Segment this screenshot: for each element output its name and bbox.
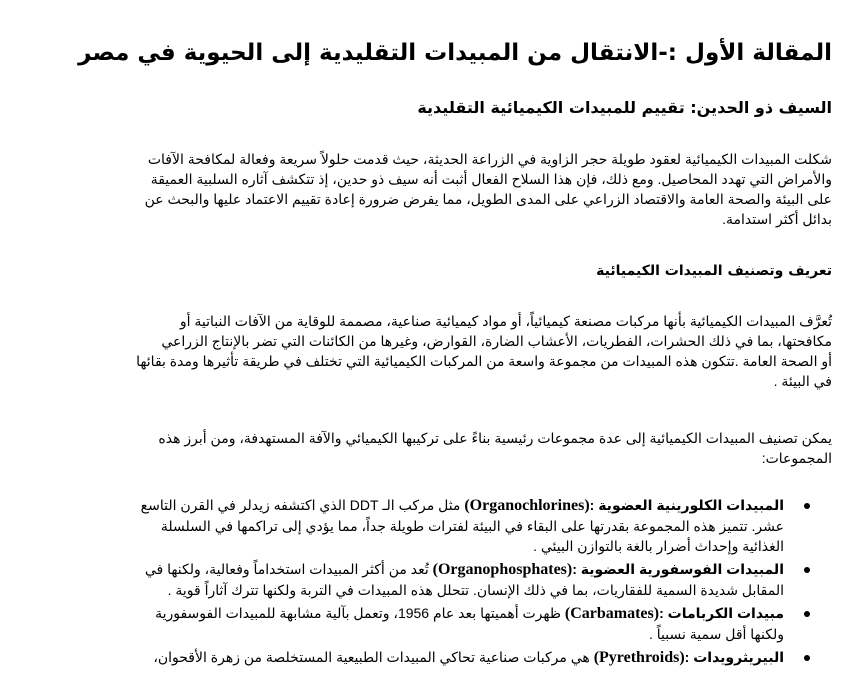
group-description: هي مركبات صناعية تحاكي المبيدات الطبيعية المستخلصة من زهرة الأقحوان، <box>153 649 594 665</box>
text-line: والأمراض التي تهدد المحاصيل. ومع ذلك، فإن هذا السلاح الفعال أثبت أنه سيف ذو حدين، إذ تتكشف آثاره السلبية العميقة <box>150 171 832 187</box>
text-line: أو الصحة العامة .تتكون هذه المبيدات من مجموعة واسعة من المركبات الكيميائية التي تختلف في طريقة تأثيرها ومدة بقائها <box>136 353 832 369</box>
list-item-organochlorines <box>22 495 832 556</box>
text-line: ولكنها أقل سمية نسبياً . <box>649 626 784 642</box>
definition-paragraph <box>32 311 832 391</box>
group-term-ar: المبيدات الفوسفورية العضوية : <box>572 561 784 577</box>
pesticide-groups-list <box>22 495 832 668</box>
bullet-icon <box>804 503 810 509</box>
item-first-line <box>22 495 784 516</box>
item-first-line <box>22 647 784 668</box>
list-item-pyrethroids <box>22 647 832 668</box>
text-line: في البيئة . <box>773 373 832 389</box>
text-line: شكلت المبيدات الكيميائية لعقود طويلة حجر الزاوية في الزراعة الحديثة، حيث قدمت حلولاً سريعة وفعالة لمكافحة الآفات <box>147 151 832 167</box>
text-line: المقابل شديدة السمية للفقاريات، بما في ذلك الإنسان. تتحلل هذه المبيدات في التربة ولكنها تترك آثاراً قوية . <box>167 582 784 598</box>
list-item-organophosphates <box>22 559 832 600</box>
item-first-line <box>22 559 784 580</box>
text-line: بدائل أكثر استدامة. <box>722 211 832 227</box>
group-term-en: (Pyrethroids) <box>593 649 685 666</box>
group-term-en: (Organophosphates) <box>432 561 573 578</box>
group-description: مثل مركب الـ DDT الذي اكتشفه زيدلر في القرن التاسع <box>140 497 465 513</box>
group-term-en: (Organochlorines) <box>464 497 590 514</box>
classification-paragraph <box>32 428 832 468</box>
bullet-icon <box>804 567 810 573</box>
text-line: تُعرَّف المبيدات الكيميائية بأنها مركبات مصنعة كيميائياً، أو مواد كيميائية صناعية، مصممة للوقاية من الآفات النباتية أو <box>179 313 832 329</box>
group-term-ar: مبيدات الكربامات : <box>659 605 784 621</box>
bullet-icon <box>804 655 810 661</box>
text-line: على البيئة والصحة العامة والاقتصاد الزراعي على المدى الطويل، مما يفرض ضرورة إعادة تقييم الاعتماد عليها والبحث عن <box>144 191 832 207</box>
list-item-carbamates <box>22 603 832 644</box>
text-line: عشر. تتميز هذه المجموعة بقدرتها على البقاء في البيئة لفترات طويلة جداً، مما يؤدي إلى تراكمها في السلسلة <box>160 518 784 534</box>
group-term-en: (Carbamates) <box>564 605 660 622</box>
text-line: الغذائية وإحداث أضرار بالغة بالتوازن البيئي . <box>533 538 784 554</box>
text-line: يمكن تصنيف المبيدات الكيميائية إلى عدة مجموعات رئيسية بناءً على تركيبها الكيميائي والآفة المستهدفة، ومن أبرز هذه <box>158 430 832 446</box>
group-description: تُعد من أكثر المبيدات استخداماً وفعالية، ولكنها في <box>144 561 433 577</box>
bullet-icon <box>804 611 810 617</box>
text-line: مكافحتها، بما في ذلك الحشرات، الفطريات، الأعشاب الضارة، القوارض، وغيرها من الكائنات التي تضر بالإنتاج الزراعي <box>161 333 832 349</box>
item-first-line <box>22 603 784 624</box>
group-term-ar: المبيدات الكلورينية العضوية : <box>589 497 784 513</box>
group-term-ar: البيريثرويدات : <box>684 649 784 665</box>
subsection-heading: تعريف وتصنيف المبيدات الكيميائية <box>596 263 832 279</box>
group-description: ظهرت أهميتها بعد عام 1956، وتعمل بآلية مشابهة للمبيدات الفوسفورية <box>155 605 565 621</box>
article-title: المقالة الأول :-الانتقال من المبيدات التقليدية إلى الحيوية في مصر <box>78 40 832 66</box>
section-heading: السيف ذو الحدين: تقييم للمبيدات الكيميائية التقليدية <box>417 98 832 117</box>
text-line: المجموعات: <box>761 450 832 466</box>
intro-paragraph <box>32 149 832 229</box>
